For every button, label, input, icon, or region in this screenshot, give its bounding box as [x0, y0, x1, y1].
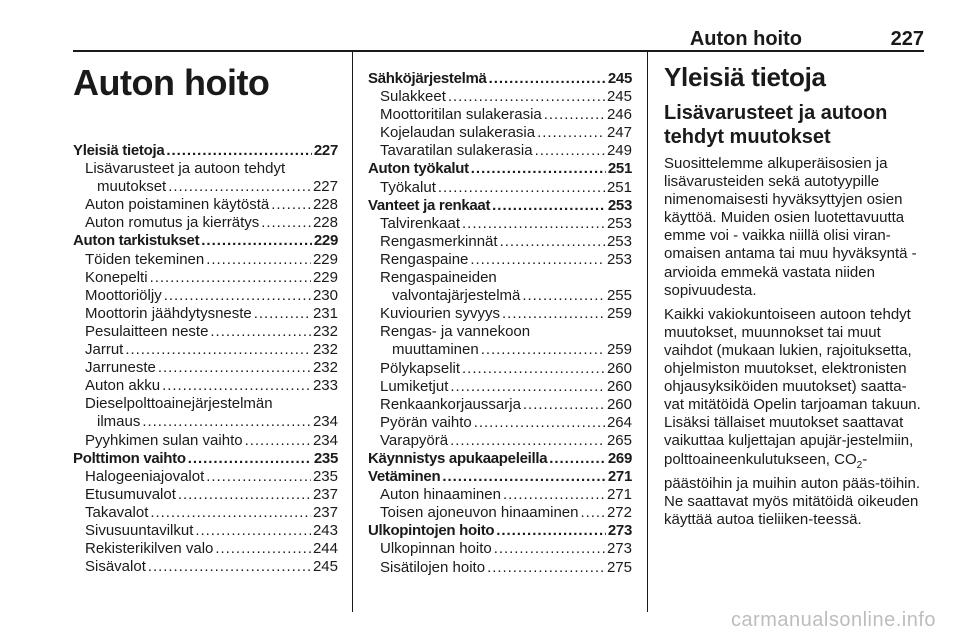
toc-entry[interactable]	[368, 305, 632, 323]
toc-entry-title: Töiden tekeminen	[85, 250, 205, 268]
toc-leader-dots	[261, 214, 311, 232]
toc-leader-dots	[164, 287, 311, 305]
toc-leader-dots	[450, 432, 605, 450]
toc-leader-dots	[271, 196, 311, 214]
toc-entry[interactable]	[368, 540, 632, 558]
toc-entry[interactable]	[368, 341, 632, 359]
toc-section[interactable]	[368, 197, 632, 215]
toc-entry[interactable]	[368, 414, 632, 432]
toc-entry-page: 230	[312, 286, 338, 304]
toc-entry-line[interactable]: Lisävarusteet ja autoon tehdyt	[85, 160, 286, 178]
toc-leader-dots	[487, 559, 605, 577]
toc-entry-page: 253	[607, 196, 632, 214]
toc-entry-title: valvontajärjestelmä	[392, 287, 521, 305]
toc-entry-title: Etusumuvalot	[85, 485, 176, 503]
toc-entry-title: Rengasmerkinnät	[380, 232, 498, 250]
toc-leader-dots	[535, 142, 605, 160]
toc-leader-dots	[245, 432, 311, 450]
toc-entry-page: 227	[313, 142, 338, 159]
toc-entry-title: Rengaspaine	[380, 250, 469, 268]
toc-leader-dots	[494, 540, 605, 558]
toc-entry-title: Yleisiä tietoja	[73, 142, 165, 159]
toc-leader-dots	[481, 341, 605, 359]
toc-entry-title: Rekisterikilven valo	[85, 540, 214, 558]
toc-entry[interactable]	[368, 233, 632, 251]
toc-leader-dots	[470, 251, 605, 269]
column-divider-2	[647, 52, 648, 612]
toc-entry-page: 273	[606, 540, 632, 558]
toc-entry[interactable]	[368, 124, 632, 142]
toc-entry-page: 251	[606, 178, 632, 196]
toc-entry[interactable]	[73, 269, 338, 287]
toc-leader-dots	[148, 558, 311, 576]
toc-entry-page: 228	[312, 196, 338, 214]
toc-entry-title: Auton tarkistukset	[73, 232, 200, 250]
toc-entry[interactable]	[73, 432, 338, 450]
toc-section[interactable]	[368, 522, 632, 540]
toc-column-1	[73, 142, 338, 576]
toc-leader-dots	[158, 359, 311, 377]
toc-entry-title: Pyyhkimen sulan vaihto	[85, 431, 243, 449]
toc-entry[interactable]	[73, 251, 338, 269]
toc-entry-page: 232	[312, 322, 338, 340]
toc-entry-title: Jarrut	[85, 341, 124, 359]
toc-entry-line[interactable]: Rengas- ja vannekoon	[380, 323, 531, 341]
toc-entry[interactable]	[73, 540, 338, 558]
toc-entry-title: Vetäminen	[368, 468, 441, 486]
toc-entry[interactable]	[368, 287, 632, 305]
toc-entry-title: Lumiketjut	[380, 377, 449, 395]
toc-leader-dots	[450, 378, 605, 396]
toc-entry-page: 271	[606, 486, 632, 504]
toc-section[interactable]	[73, 142, 338, 160]
watermark: carmanualsonline.info	[730, 609, 936, 631]
header-rule	[73, 50, 924, 52]
toc-section[interactable]	[368, 468, 632, 486]
toc-entry-title: Halogeeniajovalot	[85, 467, 205, 485]
toc-entry-page: 244	[312, 540, 338, 558]
toc-entry[interactable]	[368, 486, 632, 504]
toc-entry-title: Auton akku	[85, 377, 161, 395]
toc-entry-page: 231	[312, 304, 338, 322]
toc-entry-title: Pölykapselit	[380, 359, 461, 377]
toc-leader-dots	[168, 178, 311, 196]
toc-entry-title: Työkalut	[380, 178, 436, 196]
toc-entry-page: 265	[606, 431, 632, 449]
toc-leader-dots	[496, 522, 606, 540]
toc-section[interactable]	[368, 450, 632, 468]
toc-entry-title: Kuviourien syvyys	[380, 305, 501, 323]
toc-entry-title: Pesulaitteen neste	[85, 322, 209, 340]
toc-entry-page: 237	[312, 485, 338, 503]
header-title: Auton hoito	[689, 28, 802, 50]
toc-entry-title: Moottoriöljy	[85, 286, 162, 304]
toc-leader-dots	[215, 540, 311, 558]
toc-entry-title: Kojelaudan sulakerasia	[380, 124, 536, 142]
toc-entry-page: 260	[606, 359, 632, 377]
toc-entry-title: muutokset	[97, 178, 167, 196]
toc-entry-title: Sisävalot	[85, 558, 146, 576]
toc-entry-page: 259	[606, 341, 632, 359]
toc-entry-page: 253	[606, 232, 632, 250]
toc-section[interactable]	[368, 70, 632, 88]
toc-entry-title: muuttaminen	[392, 341, 479, 359]
toc-entry-title: Moottorin jäähdytysneste	[85, 304, 252, 322]
toc-leader-dots	[448, 88, 605, 106]
toc-leader-dots	[150, 269, 311, 287]
toc-entry-page: 260	[606, 395, 632, 413]
toc-entry-page: 272	[606, 504, 632, 522]
toc-leader-dots	[206, 468, 311, 486]
toc-entry-page: 229	[312, 268, 338, 286]
toc-entry[interactable]	[368, 106, 632, 124]
section-heading: Yleisiä tietoja	[664, 62, 826, 92]
toc-entry-page: 229	[313, 232, 338, 250]
toc-section[interactable]	[368, 160, 632, 178]
toc-leader-dots	[254, 305, 311, 323]
toc-entry-page: 271	[607, 468, 632, 486]
toc-leader-dots	[178, 486, 311, 504]
toc-entry[interactable]	[73, 522, 338, 540]
toc-entry[interactable]	[73, 486, 338, 504]
toc-entry[interactable]	[73, 287, 338, 305]
toc-leader-dots	[188, 450, 312, 468]
toc-entry-page: 251	[607, 160, 632, 178]
toc-leader-dots	[503, 486, 605, 504]
toc-entry[interactable]	[73, 504, 338, 522]
toc-entry-line[interactable]: Rengaspaineiden	[380, 269, 497, 287]
toc-leader-dots	[523, 396, 605, 414]
toc-leader-dots	[549, 450, 606, 468]
toc-entry-title: Tavaratilan sulakerasia	[380, 142, 533, 160]
subsection-heading: Lisävarusteet ja autoon tehdyt muutokset	[664, 102, 888, 148]
toc-entry[interactable]	[73, 178, 338, 196]
toc-entry-page: 259	[606, 305, 632, 323]
toc-entry[interactable]	[73, 413, 338, 431]
toc-leader-dots	[492, 197, 606, 215]
toc-entry-title: Talvirenkaat	[380, 214, 461, 232]
toc-leader-dots	[500, 233, 605, 251]
toc-entry-title: Ulkopinnan hoito	[380, 540, 492, 558]
toc-entry-title: Auton työkalut	[368, 160, 469, 178]
toc-entry-title: Varapyörä	[380, 431, 449, 449]
toc-leader-dots	[150, 504, 311, 522]
toc-leader-dots	[462, 215, 605, 233]
toc-entry[interactable]	[73, 214, 338, 232]
toc-entry[interactable]	[73, 305, 338, 323]
toc-entry[interactable]	[73, 359, 338, 377]
toc-entry-page: 247	[606, 124, 632, 142]
toc-entry-page: 246	[606, 106, 632, 124]
toc-entry[interactable]	[73, 196, 338, 214]
toc-leader-dots	[442, 468, 606, 486]
toc-entry-title: Sulakkeet	[380, 88, 446, 106]
toc-entry[interactable]	[368, 179, 632, 197]
toc-entry-page: 243	[312, 521, 338, 539]
toc-leader-dots	[125, 341, 311, 359]
toc-column-2	[368, 70, 632, 577]
toc-entry-title: Renkaankorjaussarja	[380, 395, 521, 413]
toc-entry[interactable]	[368, 432, 632, 450]
toc-entry-page: 253	[606, 214, 632, 232]
toc-leader-dots	[206, 251, 311, 269]
toc-entry-page: 253	[606, 250, 632, 268]
toc-leader-dots	[462, 360, 605, 378]
chapter-title: Auton hoito	[73, 62, 270, 103]
toc-entry[interactable]	[73, 468, 338, 486]
toc-leader-dots	[537, 124, 605, 142]
toc-entry[interactable]	[368, 215, 632, 233]
toc-entry-title: Pyörän vaihto	[380, 413, 472, 431]
toc-leader-dots	[195, 522, 311, 540]
toc-entry-title: Sähköjärjestelmä	[368, 70, 487, 87]
paragraph-2-text-a: Kaikki vakiokuntoiseen autoon tehdyt muutokset, muunnokset tai muut vaihdot (mukaan lukien, rajoituksetta, ohjelmiston muutokset, elektronisten ohjausyksiköiden muutokset) saatta-vat mitätöidä Opelin tarjoaman takuun. Lisäksi tällaiset muutokset saattavat vaikuttaa kuljettajan apujär-jestelmiin, polttoaineenkulutukseen, CO	[664, 305, 921, 468]
toc-entry-page: 232	[312, 341, 338, 359]
toc-entry-page: 245	[607, 70, 632, 87]
toc-entry-page: 232	[312, 359, 338, 377]
toc-entry-title: Käynnistys apukaapeleilla	[368, 449, 548, 467]
toc-entry-page: 235	[312, 467, 338, 485]
toc-leader-dots	[438, 179, 605, 197]
toc-entry[interactable]	[368, 142, 632, 160]
toc-leader-dots	[210, 323, 311, 341]
toc-entry-title: Takavalot	[85, 503, 149, 521]
toc-entry-page: 269	[607, 449, 632, 467]
toc-section[interactable]	[73, 232, 338, 250]
paragraph-2	[664, 306, 926, 529]
toc-entry-title: Auton hinaaminen	[380, 486, 501, 504]
toc-entry[interactable]	[368, 378, 632, 396]
toc-entry-page: 233	[312, 377, 338, 395]
toc-entry-page: 235	[313, 449, 338, 467]
toc-leader-dots	[166, 142, 311, 160]
toc-entry[interactable]	[368, 396, 632, 414]
toc-entry-page: 245	[606, 88, 632, 106]
toc-leader-dots	[489, 70, 606, 88]
toc-entry-page: 237	[312, 503, 338, 521]
toc-entry-title: Toisen ajoneuvon hinaaminen	[380, 504, 579, 522]
paragraph-1: Suosittelemme alkuperäisosien ja lisävarusteiden sekä autotyypille nimenomaisesti hyväksyttyjen osien käyttöä. Muiden osien luotettavuutta emme voi - vaikka niillä olisi viran-omaisen antama tai muu hyväksyntä - arvioida emmekä vastata niiden sopivuudesta.	[664, 155, 917, 299]
toc-entry[interactable]	[368, 88, 632, 106]
toc-entry-page: 273	[607, 522, 632, 540]
toc-leader-dots	[162, 377, 311, 395]
toc-entry-page: 234	[312, 431, 338, 449]
toc-entry-page: 227	[312, 178, 338, 196]
toc-entry[interactable]	[368, 360, 632, 378]
toc-entry-page: 229	[312, 250, 338, 268]
toc-entry-title: Jarruneste	[85, 359, 156, 377]
toc-entry-title: ilmaus	[97, 413, 141, 431]
toc-entry-title: Auton poistaminen käytöstä	[85, 196, 270, 214]
paragraph-2-text-b: -päästöihin ja muihin auton pääs-töihin. Ne saattavat myös mitätöidä oikeuden käyttää autoa tieliiken-teessä.	[664, 450, 921, 528]
page-header	[73, 24, 924, 50]
toc-entry[interactable]	[73, 323, 338, 341]
toc-entry-page: 275	[606, 558, 632, 576]
toc-entry[interactable]	[73, 341, 338, 359]
co2-subscript: 2	[856, 459, 863, 471]
toc-entry[interactable]	[73, 558, 338, 576]
toc-entry-page: 260	[606, 377, 632, 395]
toc-leader-dots	[201, 232, 312, 250]
toc-entry-title: Vanteet ja renkaat	[368, 196, 491, 214]
toc-entry-title: Sisätilojen hoito	[380, 558, 486, 576]
toc-entry-title: Moottoritilan sulakerasia	[380, 106, 542, 124]
article-column	[664, 62, 926, 535]
toc-leader-dots	[474, 414, 605, 432]
toc-leader-dots	[522, 287, 605, 305]
toc-entry-title: Ulkopintojen hoito	[368, 522, 495, 540]
toc-section[interactable]	[73, 450, 338, 468]
toc-entry[interactable]	[73, 377, 338, 395]
toc-entry-title: Auton romutus ja kierrätys	[85, 214, 260, 232]
toc-entry-page: 264	[606, 413, 632, 431]
toc-entry[interactable]	[368, 559, 632, 577]
toc-leader-dots	[471, 160, 606, 178]
toc-leader-dots	[544, 106, 605, 124]
toc-entry-line[interactable]: Dieselpolttoainejärjestelmän	[85, 395, 273, 413]
header-page-number: 227	[890, 28, 924, 50]
toc-entry-title: Polttimon vaihto	[73, 449, 186, 467]
toc-entry-title: Sivusuuntavilkut	[85, 521, 194, 539]
toc-entry-title: Konepelti	[85, 268, 148, 286]
toc-leader-dots	[580, 504, 604, 522]
toc-entry-page: 249	[606, 142, 632, 160]
toc-leader-dots	[502, 305, 605, 323]
toc-leader-dots	[142, 413, 311, 431]
toc-entry-page: 255	[606, 287, 632, 305]
toc-entry[interactable]	[368, 504, 632, 522]
toc-entry-page: 228	[312, 214, 338, 232]
toc-entry-page: 234	[312, 413, 338, 431]
toc-entry[interactable]	[368, 251, 632, 269]
toc-entry-page: 245	[312, 558, 338, 576]
column-divider-1	[352, 52, 353, 612]
